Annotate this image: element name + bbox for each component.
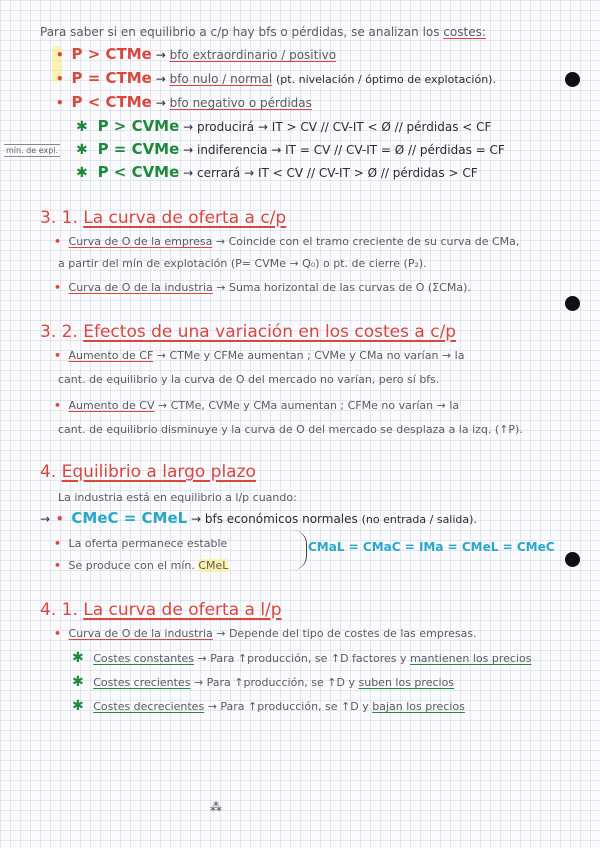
section-heading: 3. 2. Efectos de una variación en los costes a c/p [40,322,457,342]
section-heading: 3. 1. La curva de oferta a c/p [40,208,287,228]
avc-rule-item: ✱ P > CVMe → producirá → IT > CV // CV-IT < Ø // pérdidas < CF [76,117,492,135]
paragraph: La industria está en equilibrio a l/p cuando: [58,491,297,504]
list-item: • La oferta permanece estable [54,537,228,550]
list-item-continuation: cant. de equilibrio disminuye y la curva de O del mercado se desplaza a la izq. (↑P). [58,423,523,436]
section-heading: 4. 1. La curva de oferta a l/p [40,600,282,620]
sub-item: ✱ Costes decrecientes → Para ↑producción, se ↑D y bajan los precios [72,698,465,714]
list-item: → • CMeC = CMeL → bfs económicos normales (no entrada / salida). [40,509,477,527]
sub-item: ✱ Costes constantes → Para ↑producción, se ↑D factores y mantienen los precios [72,650,532,666]
list-item: • Curva de O de la industria → Suma horizontal de las curvas de O (ΣCMa). [54,281,471,294]
doodle-mark: ⁂ [210,800,222,814]
avc-rule-item: ✱ P = CVMe → indiferencia → IT = CV // CV-IT = Ø // pérdidas = CF [76,140,505,158]
margin-note: mín. de expl. [6,146,59,155]
section-heading: 4. Equilibrio a largo plazo [40,462,256,482]
avc-rule-item: ✱ P < CVMe → cerrará → IT < CV // CV-IT > Ø // pérdidas > CF [76,163,478,181]
list-item: • Aumento de CV → CTMe, CVMe y CMa aumentan ; CFMe no varían → la [54,399,460,412]
rule-item: • P = CTMe → bfo nulo / normal (pt. nivelación / óptimo de explotación). [56,69,496,87]
binder-hole [565,552,580,567]
sub-item: ✱ Costes crecientes → Para ↑producción, se ↑D y suben los precios [72,674,455,690]
list-item-continuation: cant. de equilibrio y la curva de O del mercado no varían, pero sí bfs. [58,373,440,386]
list-item: • Aumento de CF → CTMe y CFMe aumentan ; CVMe y CMa no varían → la [54,349,465,362]
list-item: • Curva de O de la industria → Depende del tipo de costes de las empresas. [54,627,477,640]
equilibrium-equation: CMaL = CMaC = IMa = CMeL = CMeC [308,540,555,554]
intro-line: Para saber si en equilibrio a c/p hay bfs o pérdidas, se analizan los costes: [40,25,486,39]
rule-item: • P < CTMe → bfo negativo o pérdidas [56,93,312,111]
binder-hole [565,72,580,87]
brace [280,530,307,570]
list-item: • Curva de O de la empresa → Coincide con el tramo creciente de su curva de CMa, [54,235,520,248]
binder-hole [565,296,580,311]
rule-item: • P > CTMe → bfo extraordinario / positivo [56,45,337,63]
list-item: • Se produce con el mín. CMeL [54,559,229,572]
list-item-continuation: a partir del mín de explotación (P= CVMe → Q₀) o pt. de cierre (P₂). [58,257,427,270]
